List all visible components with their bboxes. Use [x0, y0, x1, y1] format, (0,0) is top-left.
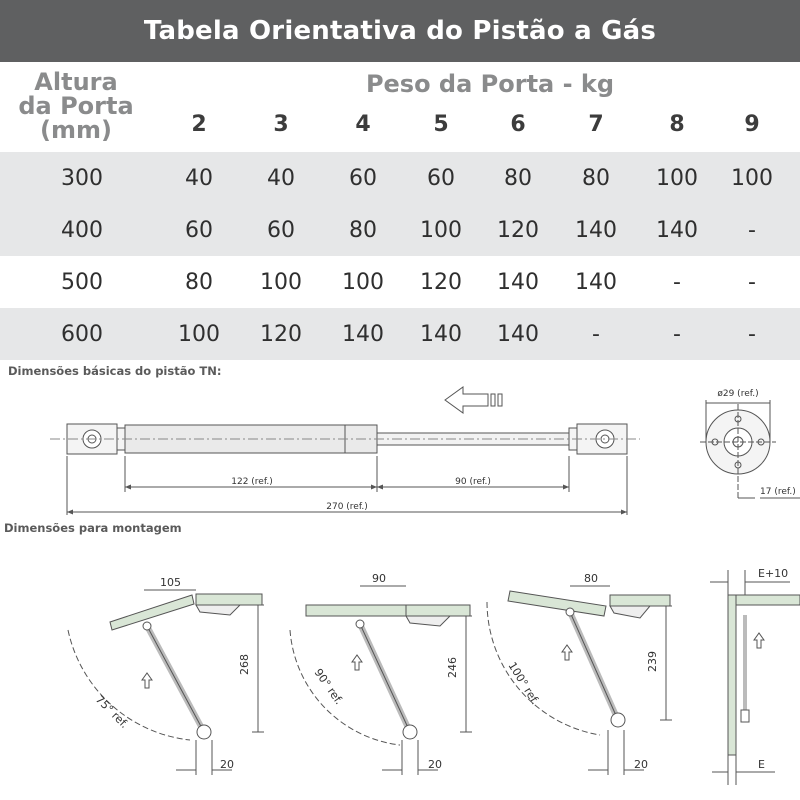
row-height: 400: [61, 218, 103, 243]
weight-header-row: [0, 112, 800, 146]
up-arrow-icon: [142, 673, 152, 688]
left-arrow-icon: [445, 387, 488, 413]
table-cell: 40: [267, 166, 295, 191]
config-90-top-dim: 90: [372, 572, 386, 585]
config-90-bottom-dim: 20: [428, 758, 442, 771]
mounting-drawing: [0, 560, 800, 800]
table-cell: -: [673, 322, 681, 347]
table-row: [0, 152, 800, 204]
weight-header: 8: [669, 112, 685, 137]
table-cell: 140: [656, 218, 698, 243]
config-90-height-dim: 246: [446, 657, 459, 678]
total-length-label: 270 (ref.): [326, 502, 368, 512]
end-view: [700, 400, 800, 500]
table-cell: 100: [656, 166, 698, 191]
table-cell: 100: [178, 322, 220, 347]
table-header: [0, 62, 800, 152]
table-cell: 80: [349, 218, 377, 243]
rod-length-label: 90 (ref.): [455, 477, 491, 487]
weight-header: 7: [588, 112, 604, 137]
table-cell: 60: [427, 166, 455, 191]
config-100-height-dim: 239: [646, 651, 659, 672]
table-cell: -: [748, 270, 756, 295]
side-bottom-dim: E: [758, 758, 765, 771]
weight-header: 3: [273, 112, 289, 137]
weight-header: 6: [510, 112, 526, 137]
table-cell: -: [673, 270, 681, 295]
mounting-config-75: [68, 590, 264, 775]
config-90-angle: 90° ref.: [311, 666, 346, 707]
table-cell: 140: [497, 322, 539, 347]
mounting-dimensions-label: Dimensões para montagem: [4, 521, 182, 535]
weight-header: 5: [433, 112, 449, 137]
config-100-angle: 100° ref.: [505, 659, 542, 707]
table-cell: 80: [504, 166, 532, 191]
table-cell: 60: [349, 166, 377, 191]
gas-piston-table: [0, 62, 800, 358]
up-arrow-icon: [754, 633, 764, 648]
table-cell: 60: [267, 218, 295, 243]
up-arrow-icon: [352, 655, 362, 670]
table-cell: 100: [342, 270, 384, 295]
row-height: 300: [61, 166, 103, 191]
basic-dimensions-label: Dimensões básicas do pistão TN:: [8, 364, 222, 378]
table-cell: 140: [420, 322, 462, 347]
end-width-label: 17 (ref.): [760, 487, 796, 497]
config-100-bottom-dim: 20: [634, 758, 648, 771]
config-75-top-dim: 105: [160, 576, 181, 589]
table-cell: 120: [260, 322, 302, 347]
weight-header: 9: [744, 112, 760, 137]
table-cell: 100: [420, 218, 462, 243]
config-100-top-dim: 80: [584, 572, 598, 585]
config-75-height-dim: 268: [238, 654, 251, 675]
table-cell: -: [748, 218, 756, 243]
piston-drawing: [0, 370, 800, 525]
table-row: [0, 204, 800, 256]
table-cell: 80: [185, 270, 213, 295]
table-cell: -: [748, 322, 756, 347]
table-title: Tabela Orientativa do Pistão a Gás: [0, 0, 800, 62]
weight-header: 2: [191, 112, 207, 137]
config-75-angle: 75° ref.: [92, 692, 131, 731]
row-header-line-2: da Porta: [18, 92, 134, 120]
table-cell: 140: [342, 322, 384, 347]
column-header-label: Peso da Porta - kg: [365, 70, 615, 98]
row-height: 500: [61, 270, 103, 295]
table-cell: 80: [582, 166, 610, 191]
diameter-label: ø29 (ref.): [717, 389, 759, 399]
side-view: [710, 570, 800, 785]
row-header-line-3: (mm): [40, 116, 112, 144]
row-header-line-1: Altura: [34, 68, 118, 96]
table-cell: 120: [497, 218, 539, 243]
side-top-dim: E+10: [758, 567, 789, 580]
body-length-label: 122 (ref.): [231, 477, 273, 487]
table-cell: 60: [185, 218, 213, 243]
table-cell: 140: [497, 270, 539, 295]
row-height: 600: [61, 322, 103, 347]
up-arrow-icon: [562, 645, 572, 660]
table-cell: 140: [575, 270, 617, 295]
config-75-bottom-dim: 20: [220, 758, 234, 771]
table-cell: 100: [260, 270, 302, 295]
table-cell: -: [592, 322, 600, 347]
table-cell: 40: [185, 166, 213, 191]
table-row: [0, 308, 800, 360]
table-row: [0, 256, 800, 308]
table-cell: 140: [575, 218, 617, 243]
table-cell: 120: [420, 270, 462, 295]
weight-header: 4: [355, 112, 371, 137]
table-cell: 100: [731, 166, 773, 191]
